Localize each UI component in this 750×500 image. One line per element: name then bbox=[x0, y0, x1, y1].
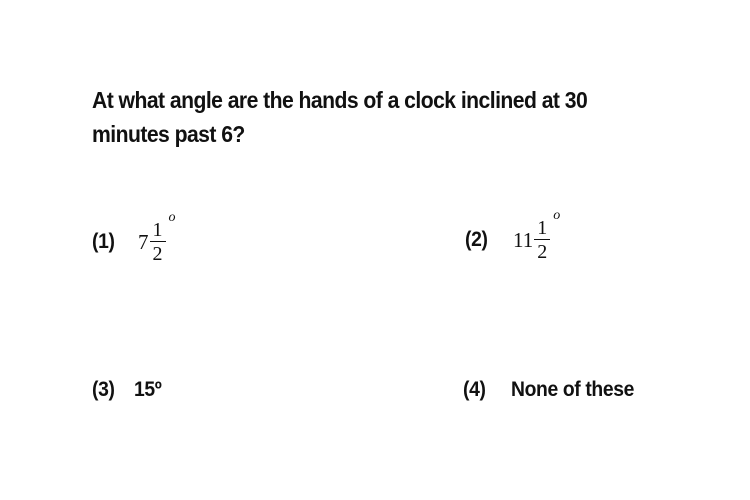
option-4 bbox=[463, 378, 645, 402]
option-1-numerator: 1 bbox=[152, 219, 163, 241]
option-2-degree: o bbox=[553, 208, 561, 223]
option-1-fraction bbox=[150, 220, 166, 264]
option-2-denominator: 2 bbox=[537, 241, 548, 263]
option-2-number: (2) bbox=[465, 228, 488, 251]
option-3-number: (3) bbox=[92, 378, 115, 401]
option-4-number: (4) bbox=[463, 378, 486, 401]
option-2-value bbox=[513, 208, 561, 263]
option-2-fraction bbox=[534, 218, 550, 262]
question-text: At what angle are the hands of a clock inclined at 30 minutes past 6? bbox=[92, 87, 588, 147]
option-2-whole: 11 bbox=[513, 227, 534, 252]
option-1-degree: o bbox=[168, 210, 176, 225]
option-3-text: 15º bbox=[134, 378, 162, 401]
option-1-whole: 7 bbox=[138, 229, 149, 254]
option-3 bbox=[92, 378, 164, 402]
option-2 bbox=[465, 208, 561, 263]
option-1-denominator: 2 bbox=[152, 243, 163, 265]
option-4-text: None of these bbox=[511, 378, 634, 401]
option-1 bbox=[92, 210, 176, 265]
option-1-number: (1) bbox=[92, 230, 115, 253]
option-1-value bbox=[138, 210, 176, 265]
option-2-numerator: 1 bbox=[537, 217, 548, 239]
